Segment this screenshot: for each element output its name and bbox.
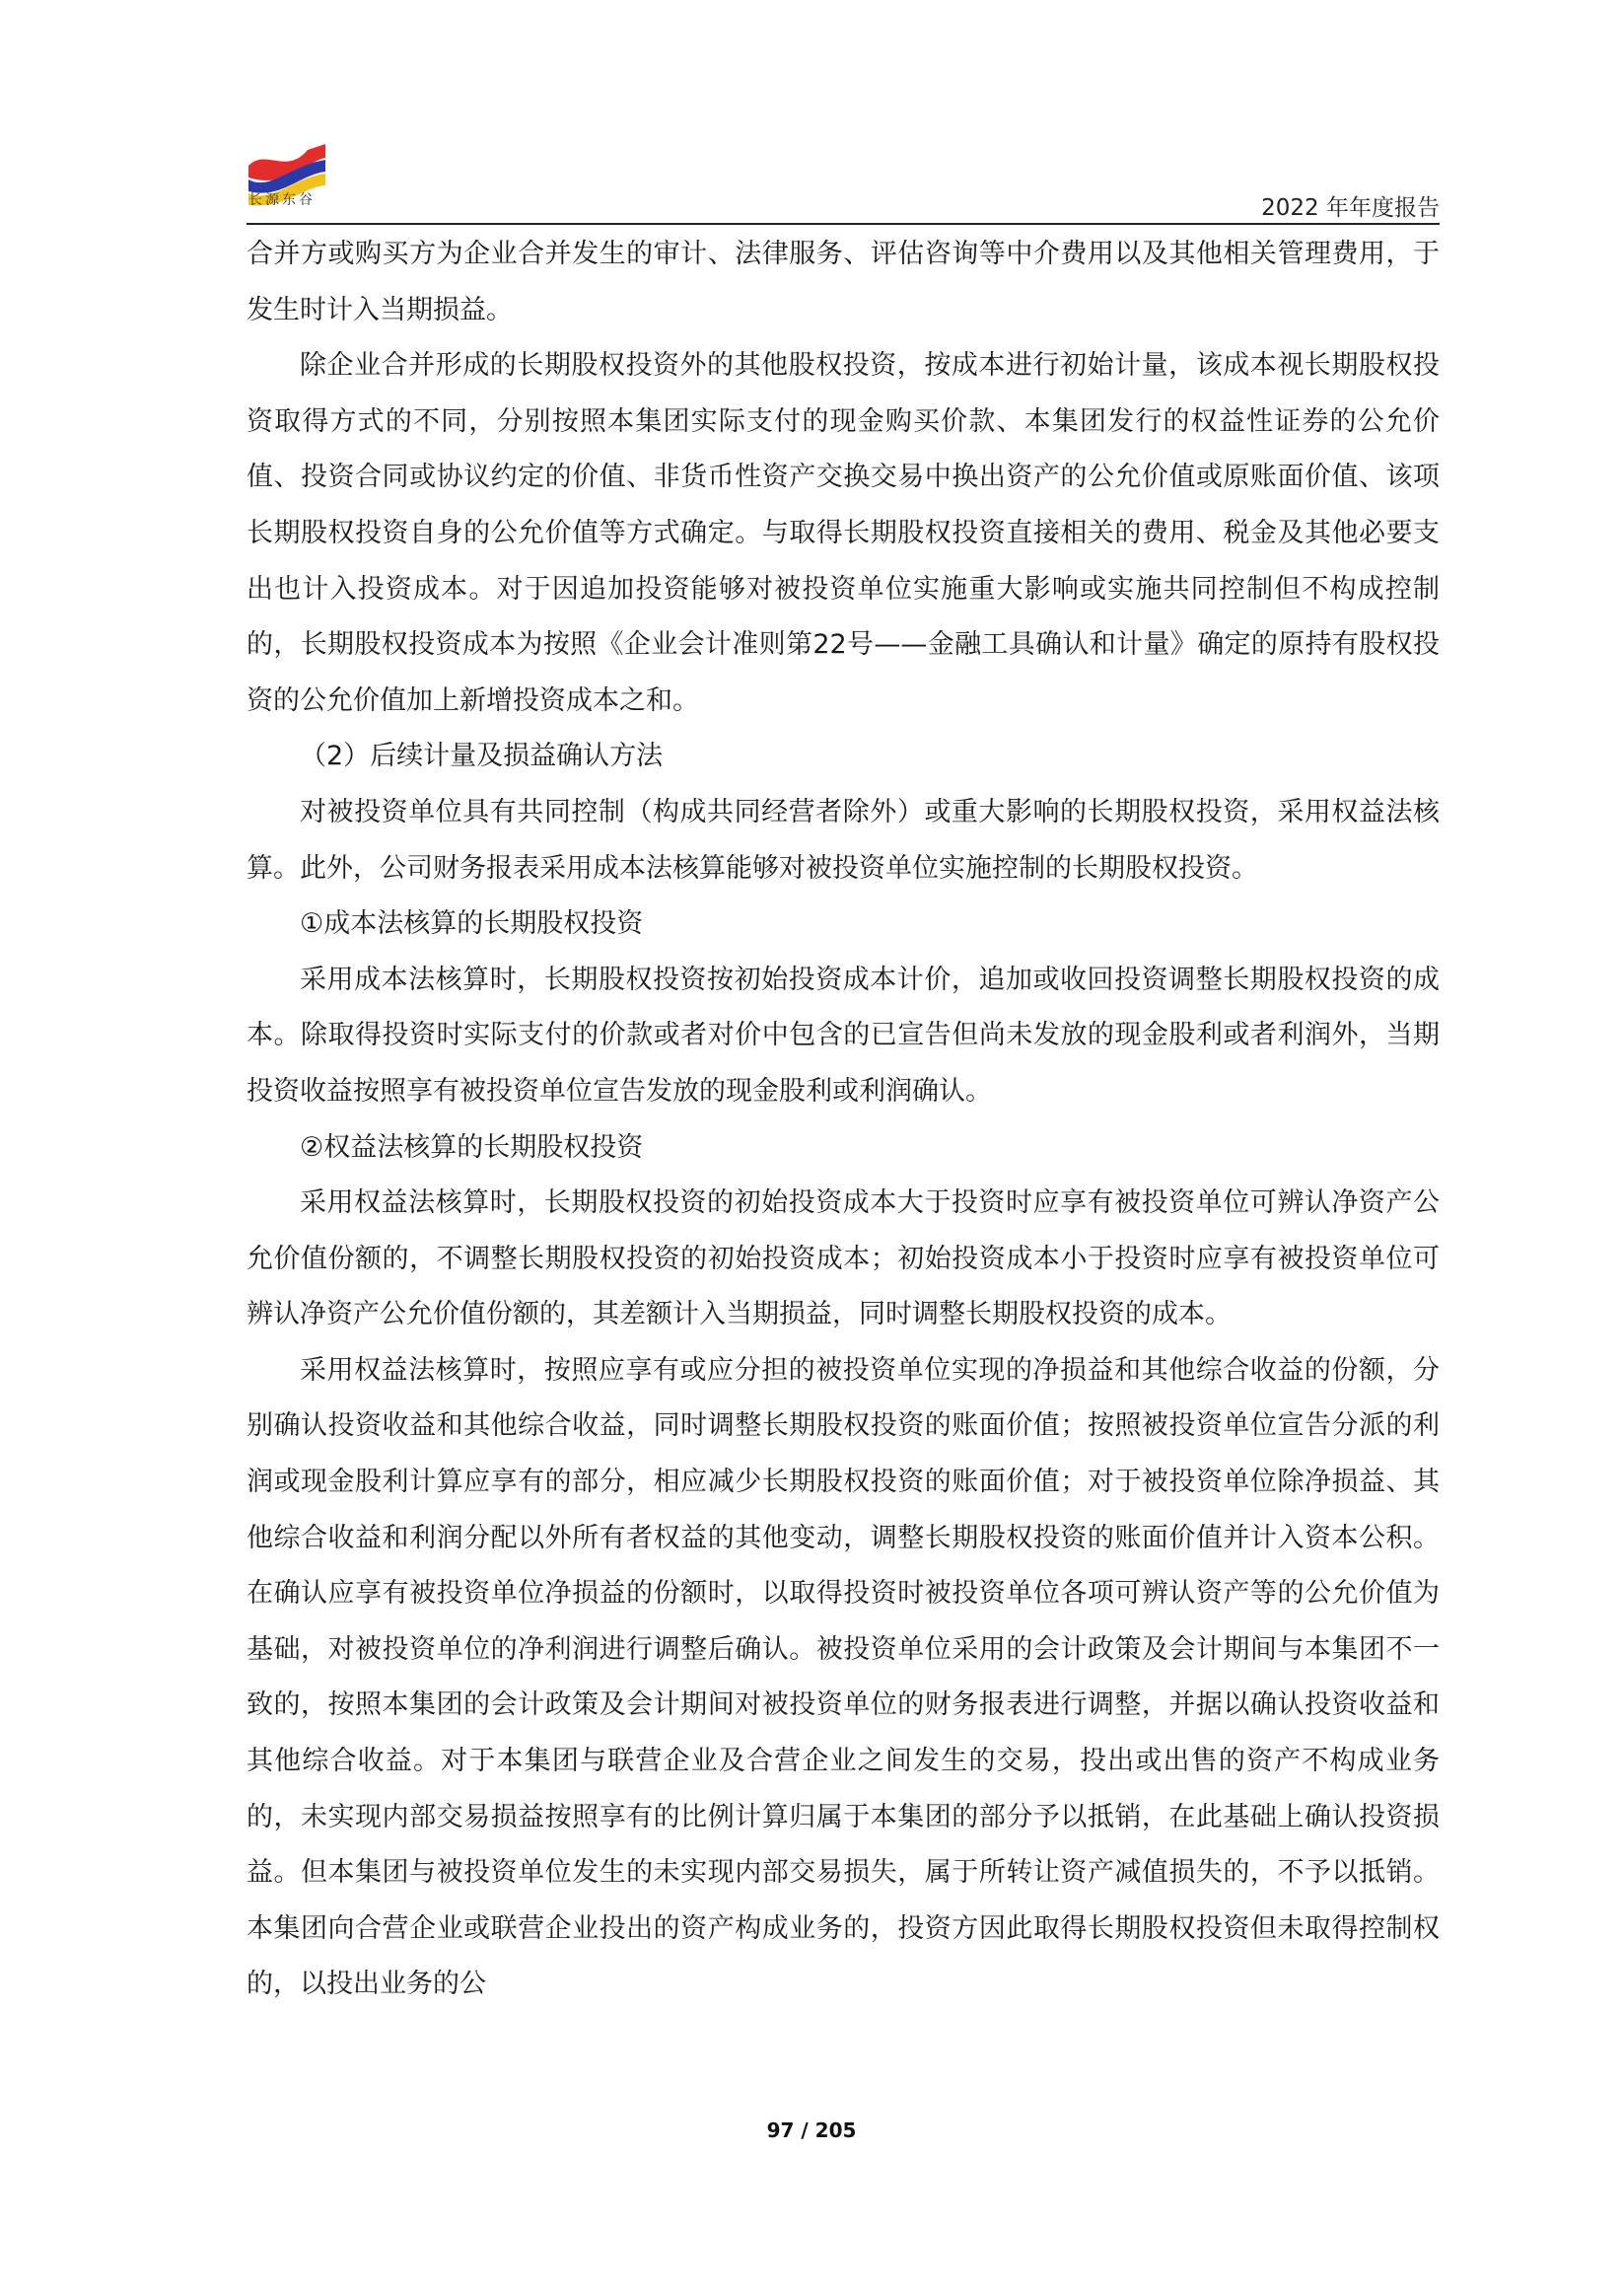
paragraph-continuation: 合并方或购买方为企业合并发生的审计、法律服务、评估咨询等中介费用以及其他相关管理费用，于发生时计入当期损益。 xyxy=(247,239,1440,325)
paragraph-initial-measurement: 除企业合并形成的长期股权投资外的其他股权投资，按成本进行初始计量，该成本视长期股权投资取得方式的不同，分别按照本集团实际支付的现金购买价款、本集团发行的权益性证券的公允价值、投资合同或协议约定的价值、非货币性资产交换交易中换出资产的公允价值或原账面价值、该项长期股权投资自身的公允价值等方式确定。与取得长期股权投资直接相关的费用、税金及其他必要支出也计入投资成本。对于因追加投资能够对被投资单位实施重大影响或实施共同控制但不构成控制的，长期股权投资成本为按照《企业会计准则第22号——金融工具确认和计量》确定的原持有股权投资的公允价值加上新增投资成本之和。 xyxy=(247,350,1440,716)
header-divider xyxy=(247,223,1440,225)
page-header xyxy=(247,128,1440,227)
page-number: 97 / 205 xyxy=(766,2118,857,2142)
paragraph-equity-method-subsequent: 采用权益法核算时，按照应享有或应分担的被投资单位实现的净损益和其他综合收益的份额，分别确认投资收益和其他综合收益，同时调整长期股权投资的账面价值；按照被投资单位宣告分派的利润或现金股利计算应享有的部分，相应减少长期股权投资的账面价值；对于被投资单位除净损益、其他综合收益和利润分配以外所有者权益的其他变动，调整长期股权投资的账面价值并计入资本公积。在确认应享有被投资单位净损益的份额时，以取得投资时被投资单位各项可辨认资产等的公允价值为基础，对被投资单位的净利润进行调整后确认。被投资单位采用的会计政策及会计期间与本集团不一致的，按照本集团的会计政策及会计期间对被投资单位的财务报表进行调整，并据以确认投资收益和其他综合收益。对于本集团与联营企业及合营企业之间发生的交易，投出或出售的资产不构成业务的，未实现内部交易损益按照享有的比例计算归属于本集团的部分予以抵销，在此基础上确认投资损益。但本集团与被投资单位发生的未实现内部交易损失，属于所转让资产减值损失的，不予以抵销。本集团向合营企业或联营企业投出的资产构成业务的，投资方因此取得长期股权投资但未取得控制权的，以投出业务的公 xyxy=(247,1354,1440,2000)
section-heading-subsequent-measurement: （2）后续计量及损益确认方法 xyxy=(300,741,664,772)
subheading-equity-method: ②权益法核算的长期股权投资 xyxy=(300,1131,644,1163)
paragraph-equity-method-scope: 对被投资单位具有共同控制（构成共同经营者除外）或重大影响的长期股权投资，采用权益法核算。此外，公司财务报表采用成本法核算能够对被投资单位实施控制的长期股权投资。 xyxy=(247,796,1440,884)
paragraph-equity-method-initial: 采用权益法核算时，长期股权投资的初始投资成本大于投资时应享有被投资单位可辨认净资产公允价值份额的，不调整长期股权投资的初始投资成本；初始投资成本小于投资时应享有被投资单位可辨认净资产公允价值份额的，其差额计入当期损益，同时调整长期股权投资的成本。 xyxy=(247,1187,1440,1330)
paragraph-cost-method: 采用成本法核算时，长期股权投资按初始投资成本计价，追加或收回投资调整长期股权投资的成本。除取得投资时实际支付的价款或者对价中包含的已宣告但尚未发放的现金股利或者利润外，当期投资收益按照享有被投资单位宣告发放的现金股利或利润确认。 xyxy=(247,964,1440,1107)
logo-text: 长源东谷 xyxy=(248,192,316,208)
report-title: 2022 年年度报告 xyxy=(1261,195,1440,221)
document-body xyxy=(247,227,1440,2013)
subheading-cost-method: ①成本法核算的长期股权投资 xyxy=(300,908,644,940)
